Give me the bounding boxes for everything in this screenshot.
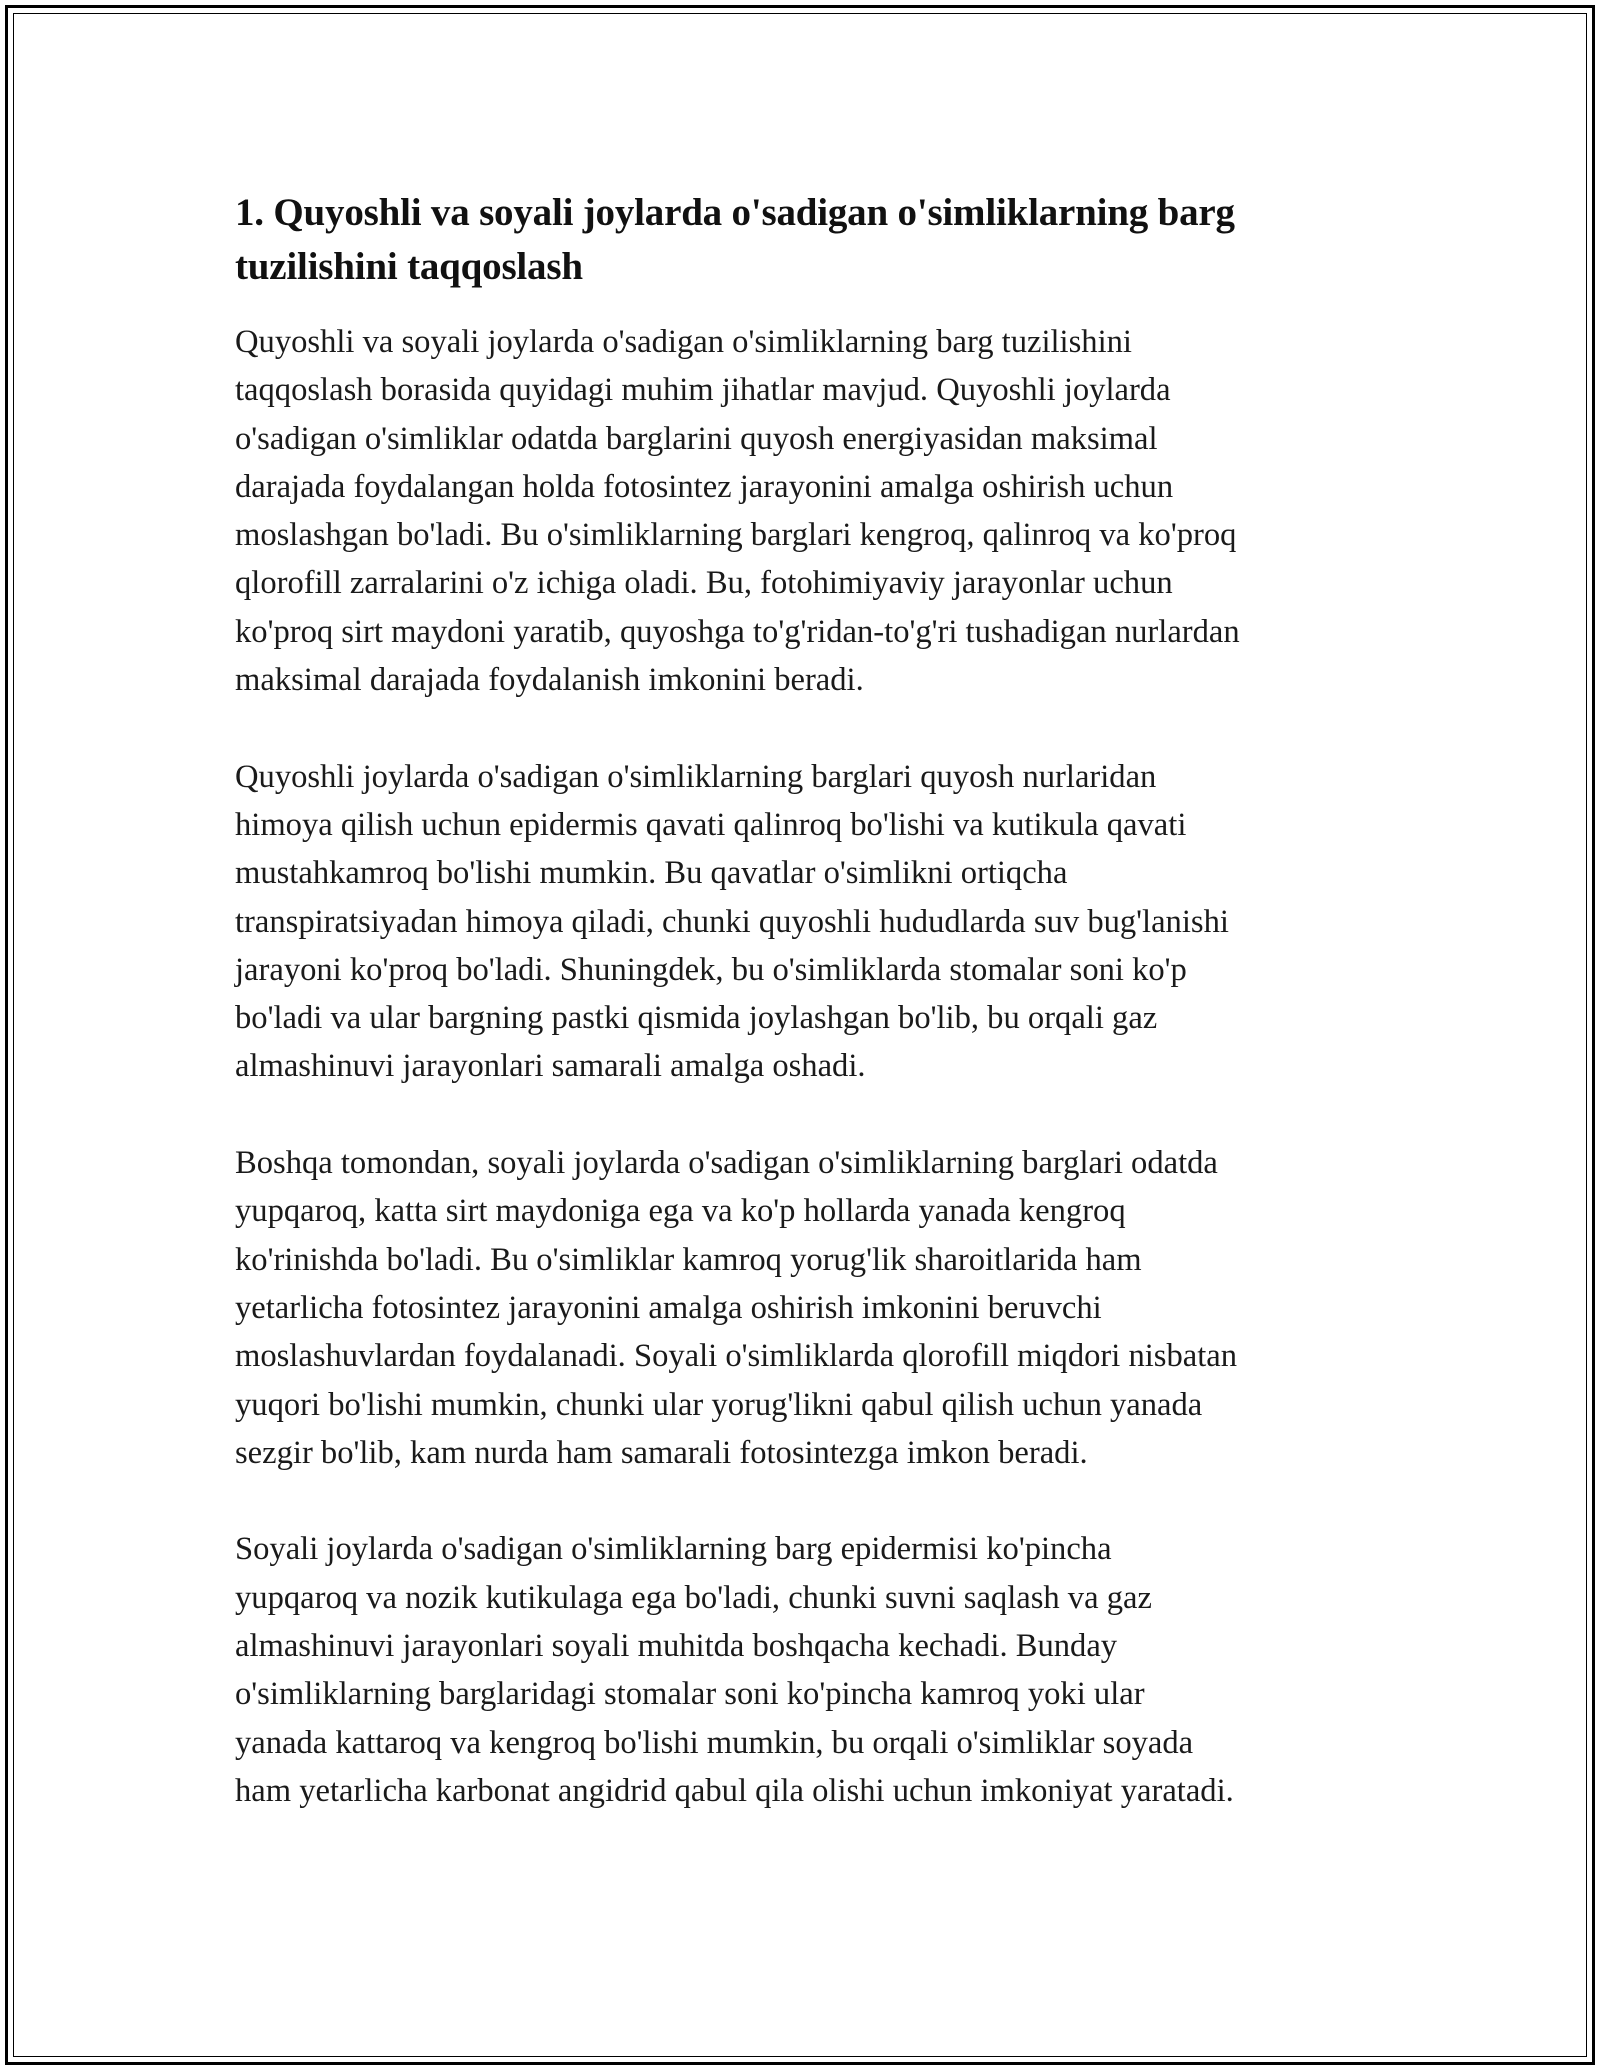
paragraph-line: moslashgan bo'ladi. Bu o'simliklarning barglari kengroq, qalinroq va ko'proq (235, 517, 1237, 554)
paragraph-line: himoya qilish uchun epidermis qavati qalinroq bo'lishi va kutikula qavati (235, 806, 1187, 843)
paragraph-line: yuqori bo'lishi mumkin, chunki ular yorug'likni qabul qilish uchun yanada (235, 1386, 1203, 1423)
document-body (235, 186, 1385, 1864)
paragraph-line: darajada foydalangan holda fotosintez jarayonini amalga oshirish uchun (235, 468, 1174, 505)
body-paragraph (235, 1139, 1385, 1477)
paragraph-line: sezgir bo'lib, kam nurda ham samarali fotosintezga imkon beradi. (235, 1434, 1088, 1471)
paragraph-line: jarayoni ko'proq bo'ladi. Shuningdek, bu o'simliklarda stomalar soni ko'p (235, 951, 1187, 988)
paragraph-line: ko'rinishda bo'ladi. Bu o'simliklar kamroq yorug'lik sharoitlarida ham (235, 1241, 1142, 1278)
paragraph-line: moslashuvlardan foydalanadi. Soyali o'simliklarda qlorofill miqdori nisbatan (235, 1338, 1238, 1375)
paragraph-line: Boshqa tomondan, soyali joylarda o'sadigan o'simliklarning barglari odatda (235, 1145, 1218, 1182)
paragraph-line: yupqaroq, katta sirt maydoniga ega va ko'p hollarda yanada kengroq (235, 1193, 1126, 1230)
body-paragraph (235, 1525, 1385, 1815)
paragraph-line: taqqoslash borasida quyidagi muhim jihatlar mavjud. Quyoshli joylarda (235, 372, 1171, 409)
paragraph-line: ham yetarlicha karbonat angidrid qabul qila olishi uchun imkoniyat yaratadi. (235, 1772, 1234, 1809)
paragraph-line: Quyoshli joylarda o'sadigan o'simliklarning barglari quyosh nurlaridan (235, 758, 1157, 795)
body-paragraph (235, 753, 1385, 1091)
paragraph-line: yetarlicha fotosintez jarayonini amalga oshirish imkonini beruvchi (235, 1289, 1102, 1326)
paragraph-line: Quyoshli va soyali joylarda o'sadigan o'simliklarning barg tuzilishini (235, 324, 1132, 360)
paragraph-line: qlorofill zarralarini o'z ichiga oladi. Bu, fotohimiyaviy jarayonlar uchun (235, 565, 1173, 602)
paragraph-line: Soyali joylarda o'sadigan o'simliklarning barg epidermisi ko'pincha (235, 1531, 1112, 1568)
paragraph-line: transpiratsiyadan himoya qiladi, chunki quyoshli hududlarda suv bug'lanishi (235, 903, 1229, 940)
paragraph-line: maksimal darajada foydalanish imkonini beradi. (235, 662, 864, 699)
paragraph-line: almashinuvi jarayonlari soyali muhitda boshqacha kechadi. Bunday (235, 1628, 1118, 1665)
paragraph-line: yupqaroq va nozik kutikulaga ega bo'ladi, chunki suvni saqlash va gaz (235, 1579, 1152, 1616)
paragraph-line: bo'ladi va ular bargning pastki qismida joylashgan bo'lib, bu orqali gaz (235, 1000, 1158, 1037)
paragraph-line: o'simliklarning barglaridagi stomalar soni ko'pincha kamroq yoki ular (235, 1676, 1145, 1713)
paragraph-line: ko'proq sirt maydoni yaratib, quyoshga to'g'ridan-to'g'ri tushadigan nurlardan (235, 613, 1240, 650)
paragraph-list (235, 318, 1385, 1815)
paragraph-line: yanada kattaroq va kengroq bo'lishi mumkin, bu orqali o'simliklar soyada (235, 1724, 1194, 1761)
body-paragraph (235, 318, 1385, 704)
paragraph-line: o'sadigan o'simliklar odatda barglarini quyosh energiyasidan maksimal (235, 420, 1158, 457)
paragraph-line: mustahkamroq bo'lishi mumkin. Bu qavatlar o'simlikni ortiqcha (235, 855, 1068, 892)
section-title: 1. Quyoshli va soyali joylarda o'sadigan o'simliklarning barg tuzilishini taqqoslash (235, 191, 1235, 288)
paragraph-line: almashinuvi jarayonlari samarali amalga oshadi. (235, 1048, 866, 1085)
